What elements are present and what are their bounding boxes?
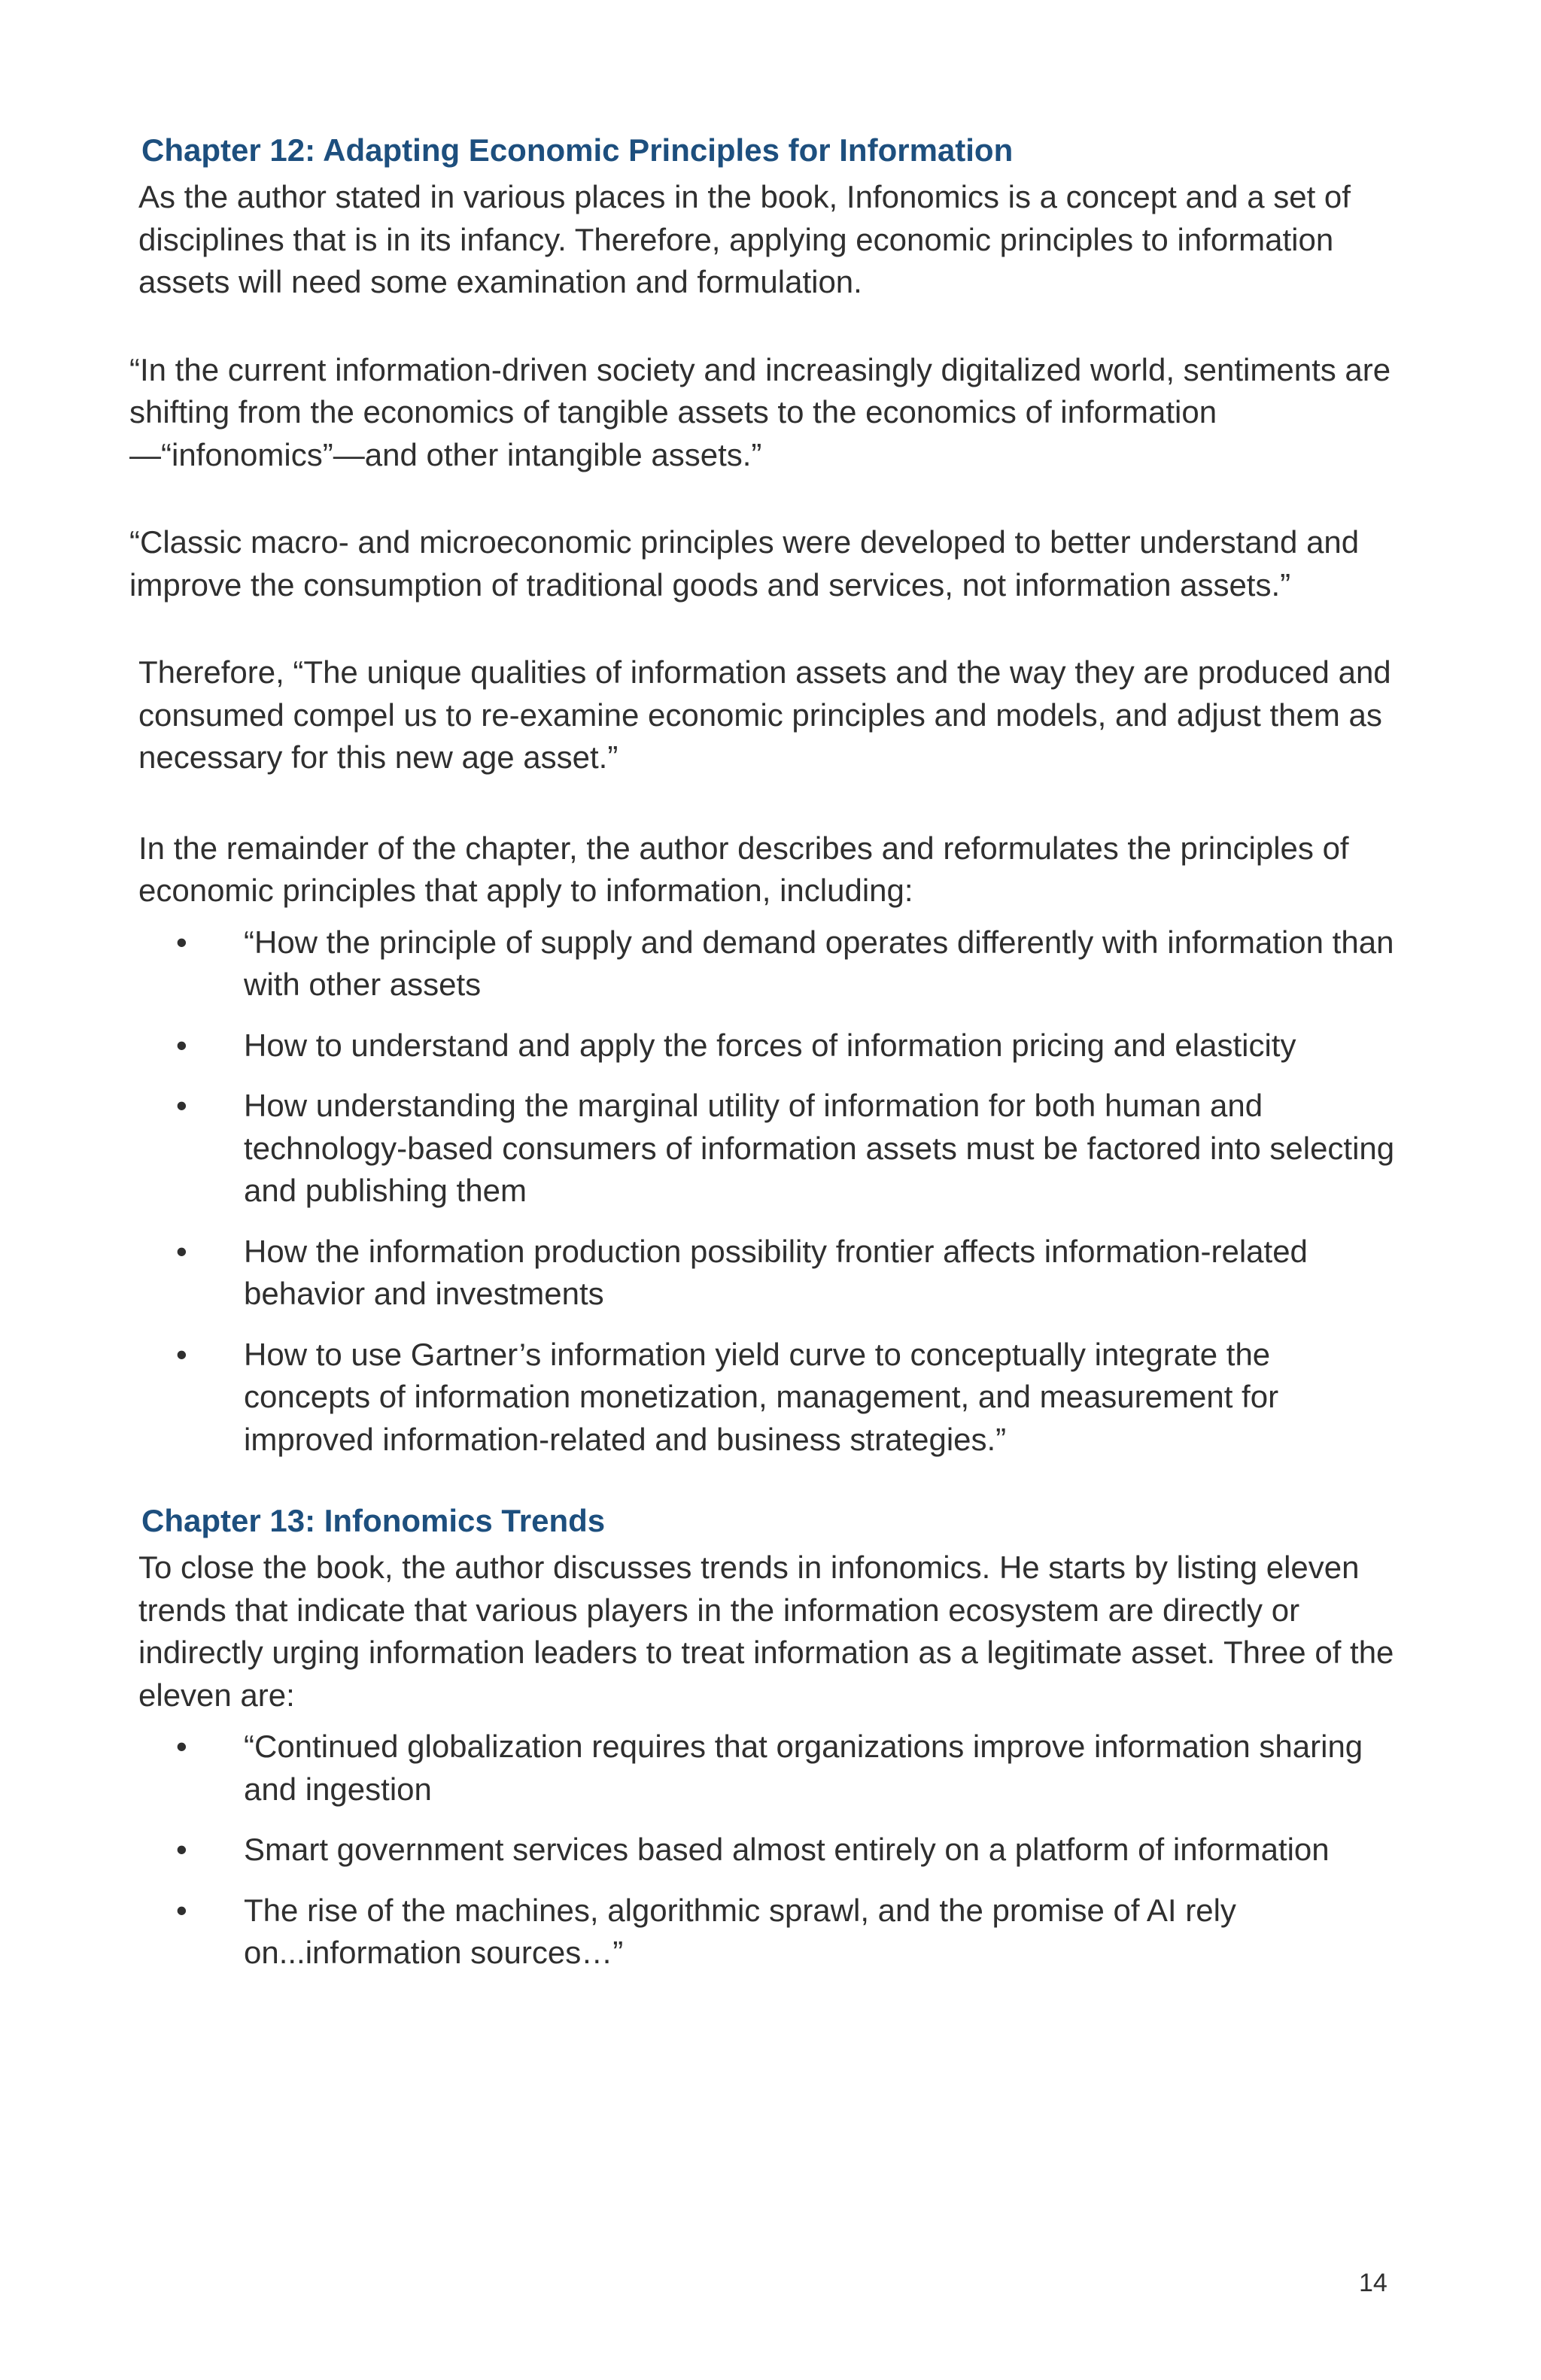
chapter-13-bullet-list xyxy=(138,1726,1403,1975)
chapter-12-heading: Chapter 12: Adapting Economic Principles for Information xyxy=(141,132,1014,168)
chapter-13-intro: To close the book, the author discusses trends in infonomics. He starts by listing eleven trends that indicate that various players in the information ecosystem are directly or indirectly urging information leaders to treat information as a legitimate asset. Three of the eleven are: xyxy=(138,1550,1394,1713)
bullet-icon: • xyxy=(176,1088,187,1123)
bullet-icon: • xyxy=(176,1336,187,1372)
chapter-12-intro: As the author stated in various places in the book, Infonomics is a concept and a set of disciplines that is in its infancy. Therefore, applying economic principles to information assets will need some examination and formulation. xyxy=(138,179,1351,299)
bullet-icon: • xyxy=(176,1832,187,1867)
page-content xyxy=(129,129,1403,1993)
list-item: • How understanding the marginal utility of information for both human and technology-based consumers of information assets must be factored into selecting and publishing them xyxy=(138,1085,1403,1213)
bullet-icon: • xyxy=(176,1233,187,1269)
list-item: • “How the principle of supply and demand operates differently with information than with other assets xyxy=(138,921,1403,1006)
list-item: • How to use Gartner’s information yield curve to conceptually integrate the concepts of information monetization, management, and measurement for improved information-related and business strategies.” xyxy=(138,1334,1403,1462)
bullet-icon: • xyxy=(176,924,187,960)
list-item: • Smart government services based almost entirely on a platform of information xyxy=(138,1829,1403,1872)
page-number: 14 xyxy=(1359,2269,1388,2297)
quote-classic-principles: “Classic macro- and microeconomic principles were developed to better understand and improve the consumption of traditional goods and services, not information assets.” xyxy=(129,524,1360,603)
remainder-paragraph: In the remainder of the chapter, the author describes and reformulates the principles of economic principles that apply to information, including: xyxy=(138,830,1349,908)
list-item: • How the information production possibility frontier affects information-related behavior and investments xyxy=(138,1231,1403,1316)
list-item: • “Continued globalization requires that organizations improve information sharing and ingestion xyxy=(138,1726,1403,1811)
bullet-icon: • xyxy=(176,1892,187,1928)
therefore-paragraph: Therefore, “The unique qualities of information assets and the way they are produced and consumed compel us to re-examine economic principles and models, and adjust them as necessary for this new age asset.” xyxy=(138,654,1391,775)
list-item: • How to understand and apply the forces of information pricing and elasticity xyxy=(138,1025,1403,1067)
bullet-icon: • xyxy=(176,1027,187,1063)
chapter-13-heading: Chapter 13: Infonomics Trends xyxy=(141,1503,606,1538)
bullet-icon: • xyxy=(176,1729,187,1764)
quote-infonomics-shift: “In the current information-driven society and increasingly digitalized world, sentiments are shifting from the economics of tangible assets to the economics of information—“infonomics”—and other intangible assets.” xyxy=(129,351,1391,472)
list-item: • The rise of the machines, algorithmic sprawl, and the promise of AI rely on...information sources…” xyxy=(138,1890,1403,1975)
chapter-12-bullet-list xyxy=(138,921,1403,1462)
